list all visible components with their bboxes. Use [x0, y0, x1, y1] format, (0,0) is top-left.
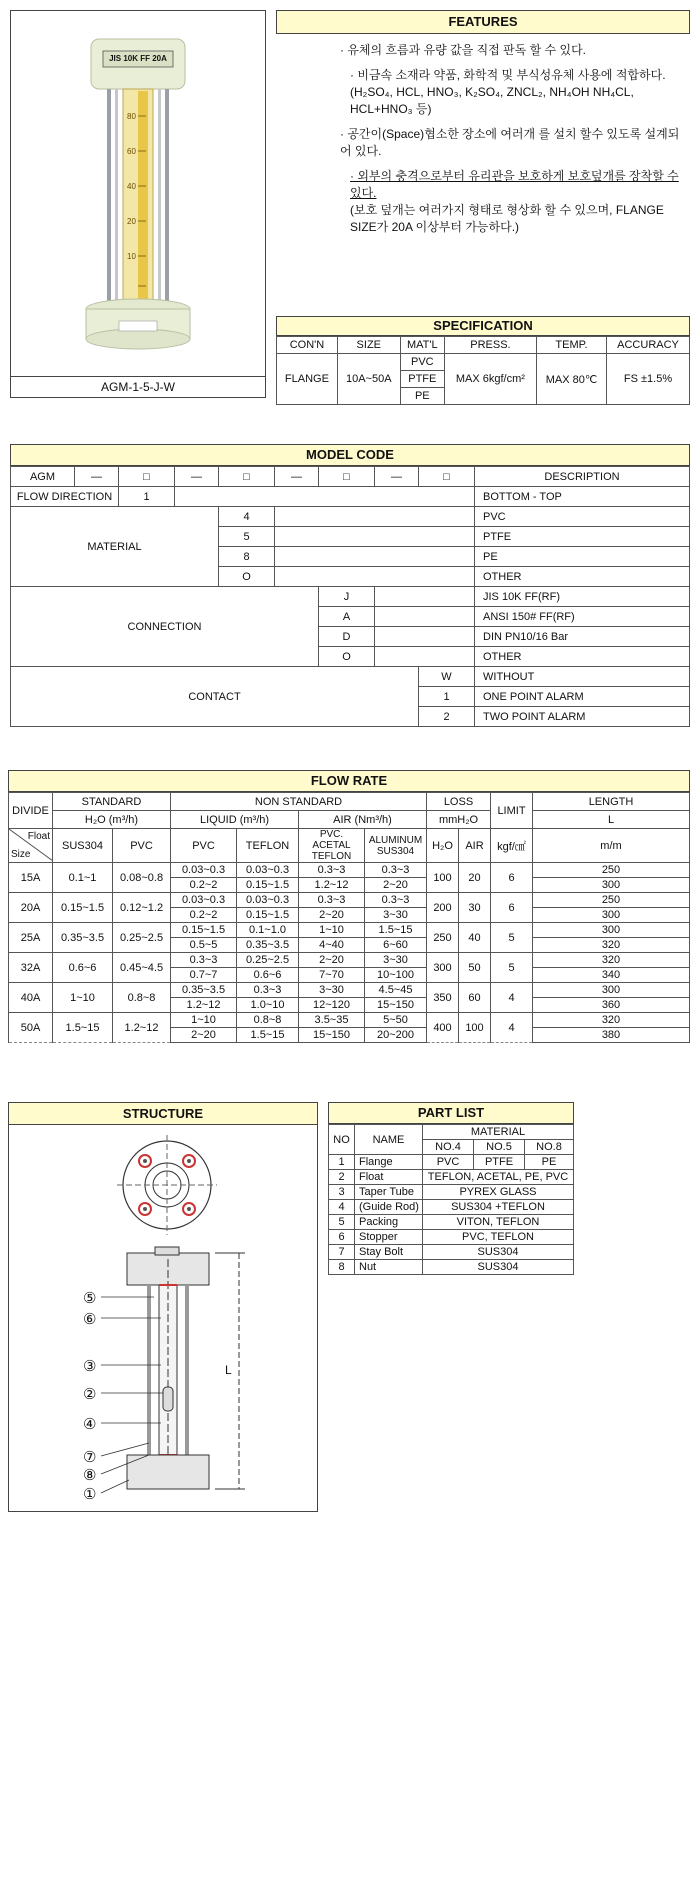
flow-head: LOSS: [427, 793, 491, 811]
callout-2: ②: [83, 1386, 97, 1403]
part-head: NO: [329, 1125, 355, 1155]
table-cell: 5: [491, 953, 533, 983]
spec-head: CON'N: [277, 337, 338, 354]
spec-accuracy: FS ±1.5%: [607, 354, 690, 405]
table-cell: 2~20: [365, 878, 427, 893]
dash: —: [375, 467, 419, 487]
table-cell: 300: [533, 923, 690, 938]
flow-head: LIQUID (m³/h): [171, 811, 299, 829]
table-cell: VITON, TEFLON: [423, 1215, 574, 1230]
table-cell: 6: [329, 1230, 355, 1245]
table-cell: 320: [533, 938, 690, 953]
code-desc: BOTTOM - TOP: [475, 487, 690, 507]
part-list-table: [328, 1124, 574, 1275]
table-cell: Nut: [355, 1260, 423, 1275]
table-row: [329, 1155, 574, 1170]
code-value: J: [319, 587, 375, 607]
connection-label: CONNECTION: [11, 587, 319, 667]
feature-item: (보호 덮개는 여러가지 형태로 형상화 할 수 있으며, FLANGE SIZE가 20A 이상부터 가능하다.): [350, 203, 664, 234]
flow-head: NON STANDARD: [171, 793, 427, 811]
table-cell: 0.08~0.8: [113, 863, 171, 893]
table-cell: 0.3~3: [171, 953, 237, 968]
spec-material: PTFE: [400, 371, 444, 388]
callout-3: ③: [83, 1358, 97, 1375]
flow-head: LIMIT: [491, 793, 533, 829]
flow-head: AIR (Nm³/h): [299, 811, 427, 829]
table-cell: 0.1~1: [53, 863, 113, 893]
table-cell: 0.15~1.5: [53, 893, 113, 923]
code-value: 1: [119, 487, 175, 507]
spec-material: PVC: [400, 354, 444, 371]
table-cell: PYREX GLASS: [423, 1185, 574, 1200]
table-cell: 6: [491, 863, 533, 893]
table-cell: 320: [533, 953, 690, 968]
feature-item: · 유체의 흐름과 유량 값을 직접 판독 할 수 있다.: [340, 43, 586, 57]
table-cell: 0.6~6: [53, 953, 113, 983]
spec-head: TEMP.: [536, 337, 606, 354]
part-head: NO.8: [525, 1140, 574, 1155]
table-row: [9, 953, 690, 968]
flow-head: DIVIDE: [9, 793, 53, 829]
flow-head: PVC. ACETAL TEFLON: [299, 829, 365, 863]
product-photo-frame: [10, 10, 266, 398]
table-cell: 0.03~0.3: [171, 863, 237, 878]
table-cell: 380: [533, 1028, 690, 1043]
code-desc: OTHER: [475, 647, 690, 667]
table-cell: 3.5~35: [299, 1013, 365, 1028]
code-desc: DIN PN10/16 Bar: [475, 627, 690, 647]
description-head: DESCRIPTION: [475, 467, 690, 487]
svg-text:20: 20: [127, 217, 136, 226]
table-cell: 4: [491, 983, 533, 1013]
table-row: [9, 983, 690, 998]
table-cell: 0.8~8: [113, 983, 171, 1013]
table-cell: 0.3~3: [299, 893, 365, 908]
table-cell: 0.35~3.5: [237, 938, 299, 953]
table-cell: 15~150: [365, 998, 427, 1013]
table-cell: 0.3~3: [237, 983, 299, 998]
part-head: NAME: [355, 1125, 423, 1155]
flow-head: LENGTH: [533, 793, 690, 811]
table-cell: 15~150: [299, 1028, 365, 1043]
table-cell: 250: [533, 893, 690, 908]
table-cell: 0.2~2: [171, 908, 237, 923]
material-label: MATERIAL: [11, 507, 219, 587]
table-cell: SUS304: [423, 1245, 574, 1260]
callout-5: ⑤: [83, 1290, 97, 1307]
table-cell: 0.25~2.5: [237, 953, 299, 968]
callout-7: ⑦: [83, 1449, 97, 1466]
spec-material: PE: [400, 388, 444, 405]
code-value: W: [419, 667, 475, 687]
table-cell: 0.15~1.5: [171, 923, 237, 938]
table-cell: 10~100: [365, 968, 427, 983]
code-value: 8: [219, 547, 275, 567]
table-row: [9, 1013, 690, 1028]
table-row: [9, 923, 690, 938]
table-cell: 100: [459, 1013, 491, 1043]
flow-head: kgf/㎠: [491, 829, 533, 863]
flow-head: mmH₂O: [427, 811, 491, 829]
flow-head: PVC: [113, 829, 171, 863]
flow-direction-label: FLOW DIRECTION: [11, 487, 119, 507]
code-value: 2: [419, 707, 475, 727]
table-cell: 1.5~15: [237, 1028, 299, 1043]
code-value: 1: [419, 687, 475, 707]
callout-1: ①: [83, 1486, 97, 1503]
table-cell: 3~30: [365, 908, 427, 923]
table-cell: 0.15~1.5: [237, 878, 299, 893]
table-cell: 1~10: [171, 1013, 237, 1028]
table-cell: 30: [459, 893, 491, 923]
table-cell: 400: [427, 1013, 459, 1043]
part-head: NO.5: [474, 1140, 525, 1155]
flow-head: TEFLON: [237, 829, 299, 863]
table-cell: 1.2~12: [299, 878, 365, 893]
table-row: [329, 1260, 574, 1275]
spec-head: PRESS.: [444, 337, 536, 354]
table-cell: 32A: [9, 953, 53, 983]
table-cell: PVC, TEFLON: [423, 1230, 574, 1245]
code-desc: ONE POINT ALARM: [475, 687, 690, 707]
features-header: FEATURES: [276, 10, 690, 34]
table-cell: (Guide Rod): [355, 1200, 423, 1215]
svg-text:80: 80: [127, 112, 136, 121]
table-cell: Float: [355, 1170, 423, 1185]
table-cell: 7~70: [299, 968, 365, 983]
float-size-cell: [9, 829, 53, 863]
table-cell: 300: [427, 953, 459, 983]
table-cell: 1.2~12: [113, 1013, 171, 1043]
table-row: [329, 1245, 574, 1260]
table-cell: 0.8~8: [237, 1013, 299, 1028]
photo-label: JIS 10K FF 20A: [109, 54, 167, 63]
table-cell: SUS304 +TEFLON: [423, 1200, 574, 1215]
model-code-table: [10, 466, 690, 727]
table-cell: 0.12~1.2: [113, 893, 171, 923]
table-cell: 0.5~5: [171, 938, 237, 953]
table-cell: 6: [491, 893, 533, 923]
feature-item: · 외부의 충격으로부터 유리관을 보호하게 보호덮개를 장착할 수 있다.: [350, 169, 679, 200]
flow-head: m/m: [533, 829, 690, 863]
table-row: [9, 893, 690, 908]
flow-head: H₂O (m³/h): [53, 811, 171, 829]
table-cell: 0.1~1.0: [237, 923, 299, 938]
table-cell: Stay Bolt: [355, 1245, 423, 1260]
svg-text:40: 40: [127, 182, 136, 191]
code-desc: TWO POINT ALARM: [475, 707, 690, 727]
table-cell: 20A: [9, 893, 53, 923]
code-desc: JIS 10K FF(RF): [475, 587, 690, 607]
code-desc: PVC: [475, 507, 690, 527]
code-value: 5: [219, 527, 275, 547]
table-cell: 0.6~6: [237, 968, 299, 983]
table-cell: 50: [459, 953, 491, 983]
table-cell: 0.7~7: [171, 968, 237, 983]
dash: —: [175, 467, 219, 487]
table-cell: 0.03~0.3: [171, 893, 237, 908]
spec-head: MAT'L: [400, 337, 444, 354]
code-slot: □: [319, 467, 375, 487]
flow-head: ALUMINUM SUS304: [365, 829, 427, 863]
features-list: [340, 42, 690, 236]
dimension-l: L: [225, 1363, 232, 1377]
code-value: O: [319, 647, 375, 667]
table-cell: 0.45~4.5: [113, 953, 171, 983]
table-cell: 2: [329, 1170, 355, 1185]
code-value: D: [319, 627, 375, 647]
table-cell: 1.0~10: [237, 998, 299, 1013]
spec-conn: FLANGE: [277, 354, 338, 405]
table-cell: 0.2~2: [171, 878, 237, 893]
model-code-header: MODEL CODE: [10, 444, 690, 466]
table-cell: 0.3~3: [365, 893, 427, 908]
table-cell: 4.5~45: [365, 983, 427, 998]
table-cell: 25A: [9, 923, 53, 953]
table-cell: 320: [533, 1013, 690, 1028]
table-cell: Flange: [355, 1155, 423, 1170]
table-row: [9, 863, 690, 878]
code-slot: □: [219, 467, 275, 487]
flow-rate-table: [8, 792, 690, 1043]
table-cell: 5: [329, 1215, 355, 1230]
part-head: NO.4: [423, 1140, 474, 1155]
table-cell: 1: [329, 1155, 355, 1170]
table-cell: 1~10: [299, 923, 365, 938]
table-cell: PE: [525, 1155, 574, 1170]
code-value: O: [219, 567, 275, 587]
svg-text:10: 10: [127, 252, 136, 261]
table-cell: 4: [329, 1200, 355, 1215]
table-cell: 4: [491, 1013, 533, 1043]
table-cell: 3~30: [299, 983, 365, 998]
table-cell: 0.03~0.3: [237, 863, 299, 878]
table-cell: TEFLON, ACETAL, PE, PVC: [423, 1170, 574, 1185]
code-slot: □: [119, 467, 175, 487]
table-cell: 4~40: [299, 938, 365, 953]
table-cell: 0.3~3: [299, 863, 365, 878]
table-cell: 250: [533, 863, 690, 878]
table-cell: 40: [459, 923, 491, 953]
flow-head: Size: [11, 849, 31, 860]
table-cell: 7: [329, 1245, 355, 1260]
structure-header: STRUCTURE: [9, 1103, 317, 1125]
flow-rate-header: FLOW RATE: [8, 770, 690, 792]
table-cell: 0.35~3.5: [171, 983, 237, 998]
spec-size: 10A~50A: [337, 354, 400, 405]
dash: —: [275, 467, 319, 487]
table-cell: 0.35~3.5: [53, 923, 113, 953]
table-cell: 5: [491, 923, 533, 953]
part-list-header: PART LIST: [328, 1102, 574, 1124]
code-desc: PTFE: [475, 527, 690, 547]
product-caption: AGM-1-5-J-W: [11, 376, 265, 397]
spec-head: SIZE: [337, 337, 400, 354]
specification-header: SPECIFICATION: [276, 316, 690, 336]
table-cell: 2~20: [171, 1028, 237, 1043]
flow-head: Float: [27, 831, 50, 842]
table-row: [329, 1230, 574, 1245]
table-cell: 40A: [9, 983, 53, 1013]
table-cell: 20: [459, 863, 491, 893]
table-cell: 300: [533, 878, 690, 893]
table-cell: 2~20: [299, 953, 365, 968]
flow-head: AIR: [459, 829, 491, 863]
contact-label: CONTACT: [11, 667, 419, 727]
table-cell: SUS304: [423, 1260, 574, 1275]
table-cell: 360: [533, 998, 690, 1013]
flow-head: SUS304: [53, 829, 113, 863]
table-cell: PTFE: [474, 1155, 525, 1170]
structure-drawing: [9, 1125, 317, 1511]
table-row: [329, 1170, 574, 1185]
table-cell: 8: [329, 1260, 355, 1275]
model-code-prefix: AGM: [11, 467, 75, 487]
structure-frame: [8, 1102, 318, 1512]
table-cell: Stopper: [355, 1230, 423, 1245]
table-cell: 12~120: [299, 998, 365, 1013]
table-cell: 1.5~15: [365, 923, 427, 938]
flow-head: H₂O: [427, 829, 459, 863]
code-desc: WITHOUT: [475, 667, 690, 687]
table-cell: 2~20: [299, 908, 365, 923]
code-value: 4: [219, 507, 275, 527]
flow-head: PVC: [171, 829, 237, 863]
table-cell: 0.3~3: [365, 863, 427, 878]
table-cell: 0.15~1.5: [237, 908, 299, 923]
table-cell: Taper Tube: [355, 1185, 423, 1200]
flow-head: STANDARD: [53, 793, 171, 811]
table-cell: 200: [427, 893, 459, 923]
callout-4: ④: [83, 1416, 97, 1433]
feature-item: · 공간이(Space)협소한 장소에 여러개 를 설치 할수 있도록 설계되어 있다.: [340, 127, 680, 158]
code-desc: PE: [475, 547, 690, 567]
dash: —: [75, 467, 119, 487]
spec-temp: MAX 80℃: [536, 354, 606, 405]
table-cell: 300: [533, 983, 690, 998]
flow-head: L: [533, 811, 690, 829]
table-cell: 60: [459, 983, 491, 1013]
code-desc: OTHER: [475, 567, 690, 587]
specification-table: [276, 336, 690, 405]
table-cell: 340: [533, 968, 690, 983]
table-cell: 15A: [9, 863, 53, 893]
callout-6: ⑥: [83, 1311, 97, 1328]
feature-item: · 비금속 소재라 약품, 화학적 및 부식성유체 사용에 적합하다.(H₂SO₄, HCL, HNO₃, K₂SO₄, ZNCL₂, NH₄OH NH₄CL, HCL+HNO₃ 등): [350, 68, 666, 116]
table-cell: 20~200: [365, 1028, 427, 1043]
table-row: [329, 1215, 574, 1230]
table-cell: 50A: [9, 1013, 53, 1043]
code-value: A: [319, 607, 375, 627]
table-cell: 250: [427, 923, 459, 953]
svg-text:60: 60: [127, 147, 136, 156]
table-cell: PVC: [423, 1155, 474, 1170]
part-head: MATERIAL: [423, 1125, 574, 1140]
table-cell: 350: [427, 983, 459, 1013]
code-desc: ANSI 150# FF(RF): [475, 607, 690, 627]
table-cell: Packing: [355, 1215, 423, 1230]
table-row: [329, 1200, 574, 1215]
table-cell: 1.2~12: [171, 998, 237, 1013]
spec-press: MAX 6kgf/cm²: [444, 354, 536, 405]
table-row: [329, 1185, 574, 1200]
spec-head: ACCURACY: [607, 337, 690, 354]
table-cell: 300: [533, 908, 690, 923]
table-cell: 0.25~2.5: [113, 923, 171, 953]
table-cell: 3~30: [365, 953, 427, 968]
table-cell: 3: [329, 1185, 355, 1200]
table-cell: 0.03~0.3: [237, 893, 299, 908]
table-cell: 1.5~15: [53, 1013, 113, 1043]
table-cell: 1~10: [53, 983, 113, 1013]
table-cell: 5~50: [365, 1013, 427, 1028]
callout-8: ⑧: [83, 1467, 97, 1484]
table-cell: 100: [427, 863, 459, 893]
code-slot: □: [419, 467, 475, 487]
table-cell: 6~60: [365, 938, 427, 953]
